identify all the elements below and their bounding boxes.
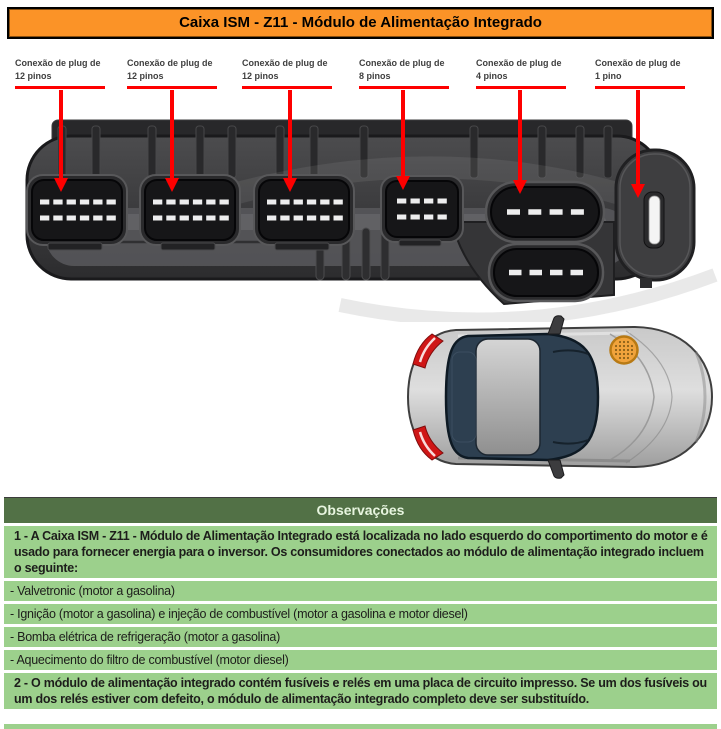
callout-underline [242, 86, 332, 89]
observation-note-4: - Bomba elétrica de refrigeração (motor a gasolina) [4, 627, 717, 647]
callout-underline [476, 86, 566, 89]
car-cabin [446, 334, 598, 460]
callout-label: Conexão de plug de [15, 58, 101, 68]
module-housing [27, 120, 715, 320]
callout-12pin-2 [127, 57, 217, 89]
module-illustration [0, 90, 721, 322]
callout-12pin-1 [15, 57, 105, 89]
observation-note-2: - Valvetronic (motor a gasolina) [4, 581, 717, 601]
car-roof [476, 339, 540, 455]
observation-note-6: 2 - O módulo de alimentação integrado contém fusíveis e relés em uma placa de circuito impresso. Se um dos fusíveis ou um dos relés estiver com defeito, o módulo de alimentação integrado completo deve ser substituído. [4, 673, 717, 709]
observation-note-5: - Aquecimento do filtro de combustível (motor diesel) [4, 650, 717, 670]
plug-connector-1-pin [616, 150, 694, 288]
callout-label: Conexão de plug de [476, 58, 562, 68]
observation-note-1: 1 - A Caixa ISM - Z11 - Módulo de Alimentação Integrado está localizada no lado esquerdo do comportimento do motor e é usado para fornecer energia para o inversor. Os consumidores conectados ao módulo de alimentação integrado incluem o seguinte: [4, 526, 717, 578]
observations-section [4, 497, 717, 712]
observation-note-3: - Ignição (motor a gasolina) e injeção de combustível (motor a gasolina e motor diesel) [4, 604, 717, 624]
callout-label: 12 pinos [242, 71, 279, 81]
title-bar [7, 7, 714, 39]
location-marker [611, 337, 638, 364]
callout-label: 8 pinos [359, 71, 391, 81]
callout-underline [359, 86, 449, 89]
callout-label: 12 pinos [15, 71, 52, 81]
callout-underline [595, 86, 685, 89]
page-title: Caixa ISM - Z11 - Módulo de Alimentação Integrado [9, 9, 712, 37]
callout-12pin-3 [242, 57, 332, 89]
callout-underline [15, 86, 105, 89]
callout-label: Conexão de plug de [127, 58, 213, 68]
bottom-strip [4, 724, 717, 729]
callout-8pin [359, 57, 449, 89]
plug-connector-8-pin [381, 176, 463, 246]
callout-label: 12 pinos [127, 71, 164, 81]
callout-label: 1 pino [595, 71, 622, 81]
callout-label: 4 pinos [476, 71, 508, 81]
callout-label: Conexão de plug de [242, 58, 328, 68]
plug-connector-12-pin-1 [27, 175, 127, 250]
observations-header: Observações [4, 497, 717, 523]
plug-connector-4-pin-upper [486, 182, 604, 242]
callout-4pin [476, 57, 566, 89]
plug-connector-12-pin-2 [140, 175, 240, 250]
plug-connector-4-pin-lower [489, 244, 603, 301]
callout-label: Conexão de plug de [595, 58, 681, 68]
callout-1pin [595, 57, 685, 89]
callout-underline [127, 86, 217, 89]
callout-label: Conexão de plug de [359, 58, 445, 68]
car-location-illustration [398, 312, 718, 482]
plug-connector-12-pin-3 [254, 175, 354, 250]
